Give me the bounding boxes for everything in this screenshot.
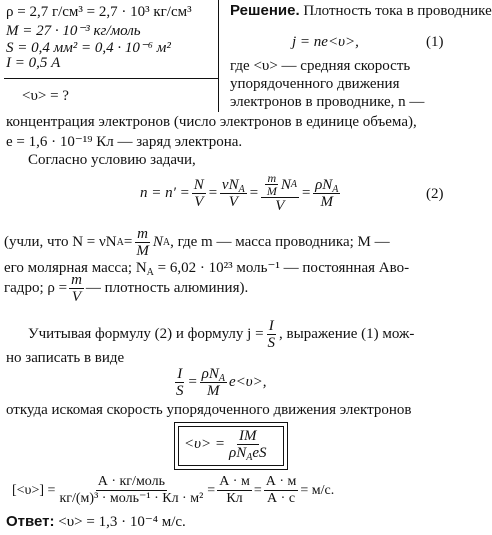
equation-2-number: (2): [426, 186, 444, 202]
fraction-m-over-m-na-over-v: $\frac{m}{M}$ N A V: [261, 172, 299, 214]
fraction-rho-na-over-m: $\frac{\rho N_A}{M}$: [315, 176, 339, 210]
explanation-line-3: [4, 272, 248, 305]
explanation-line-1: (учли, что N = νN A = $\frac{m}{M}$ N A , где m — масса проводника; M —: [4, 226, 390, 259]
explanation-line-2: его молярная масса; $N_A = 6,02 \cdot 10^{23}$ моль⁻¹ — постоянная Аво-: [4, 260, 410, 278]
boxed-lhs: <υ> =: [184, 436, 226, 452]
fraction-im-over-rho-na-es: $\frac{IM}{\rho N_AeS}$: [229, 428, 267, 463]
equation-1-number: (1): [426, 34, 444, 50]
expl2-part-a: его молярная масса; N: [4, 260, 147, 276]
expl1-part-c: =: [123, 234, 133, 250]
answer-label: Ответ:: [6, 513, 55, 530]
given-density: ρ = 2,7 г/см³ = 2,7 · 10³ кг/см³: [6, 4, 192, 20]
fraction-units-3: $\frac{А \cdot м}{А \cdot с}$: [265, 474, 297, 506]
fraction-rho-na-over-m-eq3: $\frac{\rho N_A}{M}$: [201, 366, 225, 399]
fraction-i-over-s: $\frac{I}{S}$: [267, 318, 276, 351]
electron-charge-line: e = 1,6 · 10⁻¹⁹ Кл — заряд электрона.: [6, 134, 243, 150]
where-line-1: где <υ> — средняя скорость: [230, 58, 411, 74]
fraction-nu-na-over-v: $\frac{\nu N_A}{V}$: [221, 176, 245, 210]
equation-3-tail: e<υ>,: [228, 374, 267, 390]
expl1-part-d: N: [152, 234, 163, 250]
concentration-line: концентрация электронов (число электронов в единице объема),: [6, 114, 417, 130]
fraction-units-2: $\frac{А \cdot м}{Кл}$: [219, 474, 250, 506]
equation-2: n = n′ = $\frac{N}{V}$ = $\frac{\nu N_A}{V}$ = $\frac{m}{M}$ N A V = $\frac{\rho N_A}{M}$: [140, 171, 339, 214]
where-line-3: электронов в проводнике, n —: [230, 94, 425, 110]
given-cross-section: S = 0,4 мм² = 0,4 · 10⁻⁶ м²: [6, 40, 171, 56]
expl3-part-b: — плотность алюминия).: [85, 280, 249, 296]
expl3-part-a: гадро; ρ =: [4, 280, 68, 296]
solution-heading: Решение.: [230, 2, 300, 19]
take-line-1: [28, 318, 414, 351]
equation-2-lhs: n = n′ =: [140, 184, 190, 201]
fraction-n-over-v: $\frac{N}{V}$: [193, 176, 204, 210]
from-line: откуда искомая скорость упорядоченного движения электронов: [6, 402, 412, 418]
answer-line: [6, 512, 186, 531]
take1-part-a: Учитывая формулу (2) и формулу j =: [28, 326, 264, 342]
fraction-units-1: $\frac{\text{А · кг/моль}}{\text{кг/(м)³ · моль⁻¹ · Кл · м²}}$: [59, 474, 204, 506]
expl1-part-a: (учли, что N = νN: [4, 234, 117, 250]
equation-1: j = ne<υ>,: [292, 34, 359, 50]
where-line-2: упорядоченного движения: [230, 76, 400, 92]
take1-part-b: , выражение (1) мож-: [279, 326, 415, 342]
solution-intro-line: [230, 2, 492, 20]
units-rhs: = м/с.: [300, 482, 335, 498]
equation-3: $\frac{I}{S}$ = $\frac{\rho N_A}{M}$ e<υ>,: [176, 366, 267, 399]
find-quantity: <υ> = ?: [22, 88, 69, 104]
take-line-2: но записать в виде: [6, 350, 125, 366]
fraction-m-over-M: $\frac{m}{M}$: [136, 226, 149, 259]
givens-vertical-rule: [218, 0, 219, 112]
expl2-part-b: = 6,02 · 10²³ моль⁻¹ — постоянная Аво-: [153, 260, 410, 276]
condition-line: Согласно условию задачи,: [28, 152, 196, 168]
given-molar-mass: M = 27 · 10⁻³ кг/моль: [6, 23, 141, 39]
units-lhs: [<υ>] =: [12, 482, 56, 498]
fraction-m-over-V: $\frac{m}{V}$: [71, 272, 82, 305]
given-current: I = 0,5 А: [6, 55, 61, 71]
fraction-i-over-s-eq3: $\frac{I}{S}$: [176, 366, 184, 399]
boxed-formula: [184, 428, 271, 461]
answer-value: <υ> = 1,3 · 10⁻⁴ м/с.: [58, 514, 186, 530]
givens-divider: [4, 78, 218, 79]
units-check: [<υ>] = $\frac{\text{А · кг/моль}}{\text{кг/(м)³ · моль⁻¹ · Кл · м²}}$ = $\frac{А \cdot м}{Кл}$ = $\frac{А \cdot м}{А \cdot с}$ = м/с.: [12, 474, 335, 506]
solution-intro-text: Плотность тока в проводнике: [303, 3, 492, 19]
expl1-part-e: , где m — масса проводника; M —: [170, 234, 390, 250]
